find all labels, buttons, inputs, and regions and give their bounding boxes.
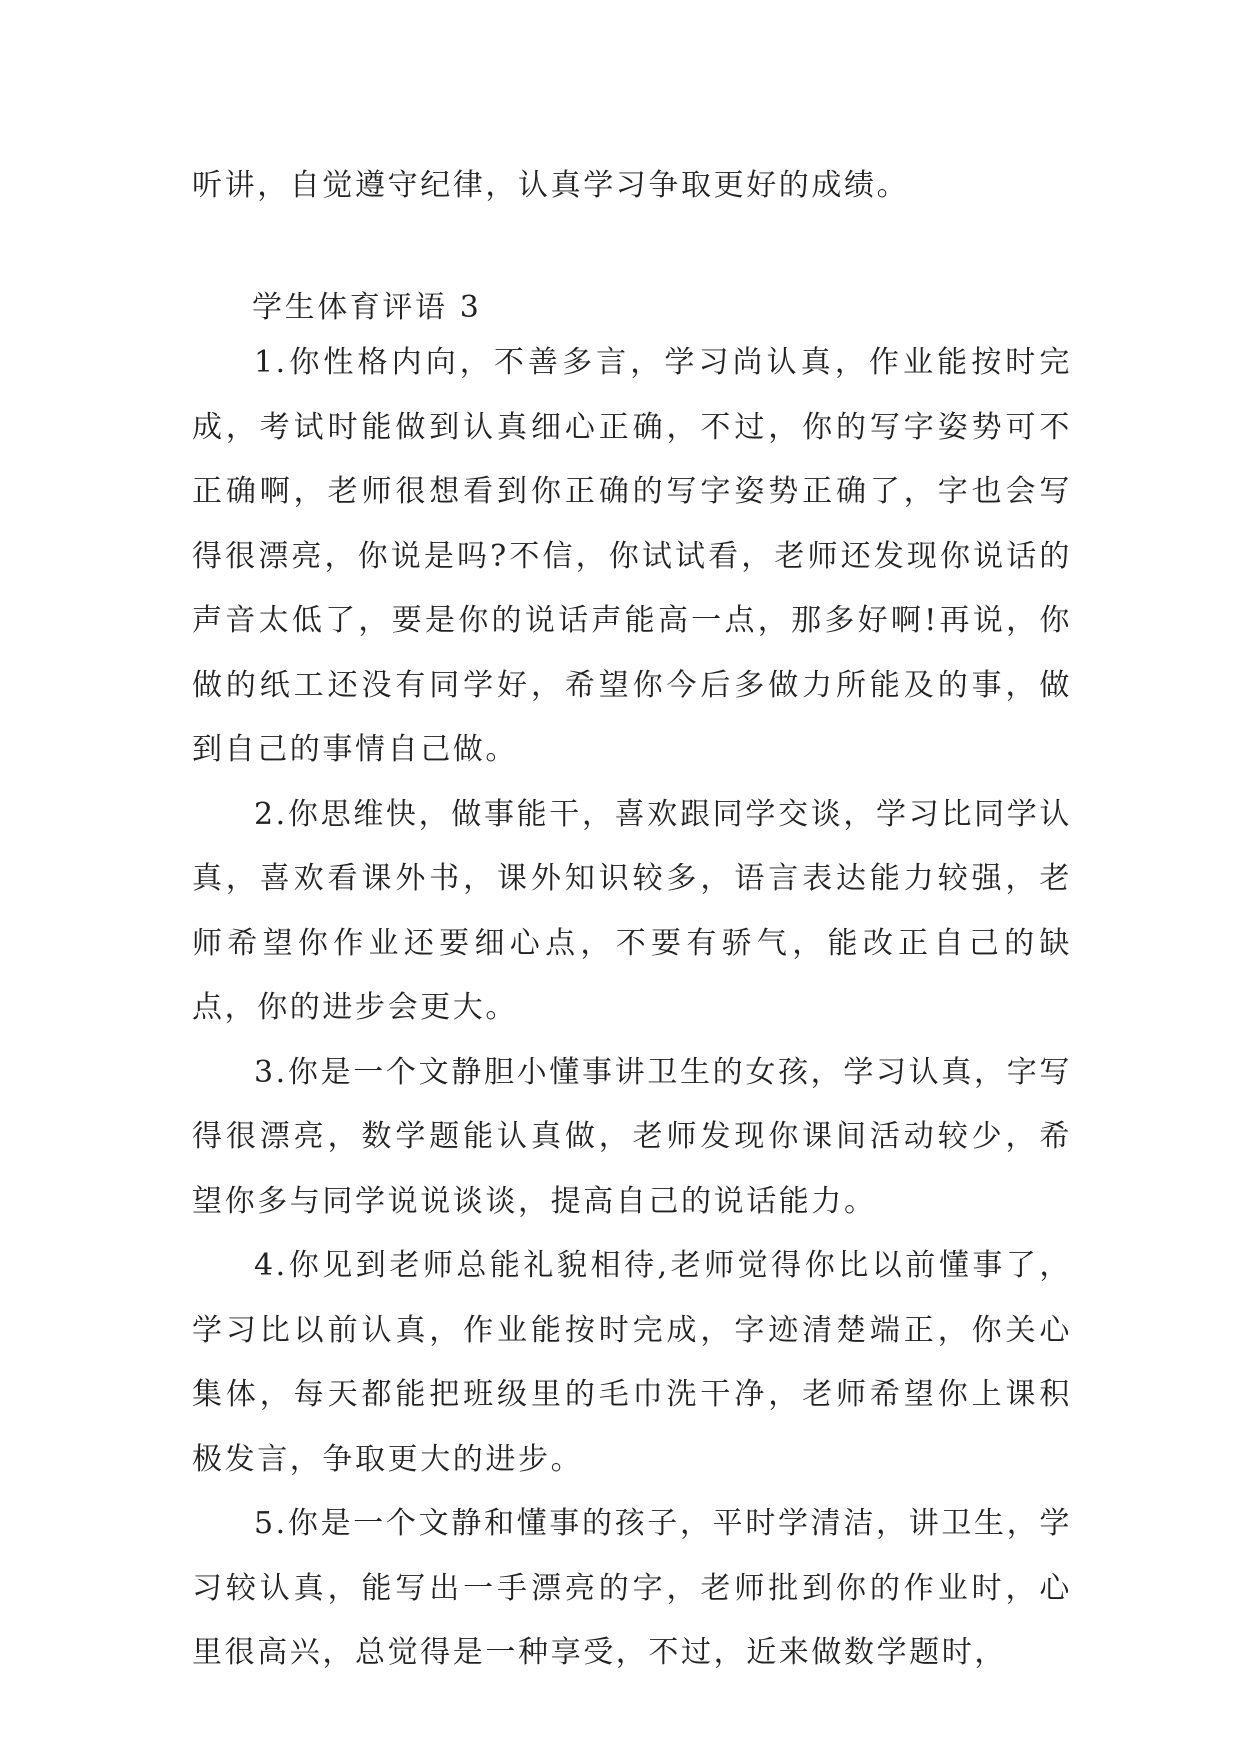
comment-paragraph-5: 5.你是一个文静和懂事的孩子，平时学清洁，讲卫生，学习较认真，能写出一手漂亮的字，老师批到你的作业时，心里很高兴，总觉得是一种享受，不过，近来做数学题时， [192, 1506, 1072, 1670]
section-title: 学生体育评语 3 [252, 290, 482, 325]
comment-paragraph-4: 4.你见到老师总能礼貌相待,老师觉得你比以前懂事了，学习比以前认真，作业能按时完成，字迹清楚端正，你关心集体，每天都能把班级里的毛巾洗干净，老师希望你上课积极发言，争取更大的进步。 [192, 1248, 1072, 1477]
comment-paragraph-2: 2.你思维快，做事能干，喜欢跟同学交谈，学习比同学认真，喜欢看课外书，课外知识较多，语言表达能力较强，老师希望你作业还要细心点，不要有骄气，能改正自己的缺点，你的进步会更大。 [192, 796, 1072, 1025]
comment-paragraph-3: 3.你是一个文静胆小懂事讲卫生的女孩，学习认真，字写得很漂亮，数学题能认真做，老师发现你课间活动较少，希望你多与同学说说谈谈，提高自己的说话能力。 [192, 1054, 1072, 1219]
comments-list [192, 331, 1072, 1686]
comment-paragraph-1: 1.你性格内向，不善多言，学习尚认真，作业能按时完成，考试时能做到认真细心正确，不过，你的写字姿势可不正确啊，老师很想看到你正确的写字姿势正确了，字也会写得很漂亮，你说是吗?不信，你试试看，老师还发现你说话的声音太低了，要是你的说话声能高一点，那多好啊!再说，你做的纸工还没有同学好，希望你今后多做力所能及的事，做到自己的事情自己做。 [192, 345, 1072, 767]
carry-over-paragraph [192, 154, 1072, 219]
carry-over-text: 听讲，自觉遵守纪律，认真学习争取更好的成绩。 [192, 168, 910, 203]
